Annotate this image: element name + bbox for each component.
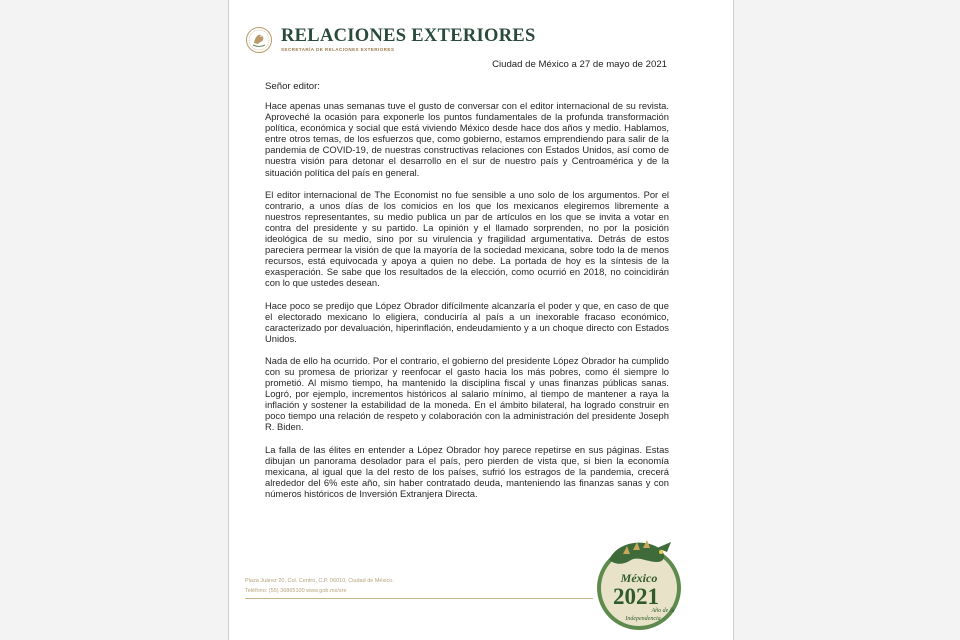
- paragraph: La falla de las élites en entender a López Obrador hoy parece repetirse en sus páginas. Estas dibujan un panorama desolador para el país, pero pierden de vista que, si bien la economía mexicana, al igual que la del resto de los países, sufrió los estragos de la pandemia, crecerá alrededor del 6% este año, sin haber contratado deuda, manteniendo las finanzas sanas y con números históricos de Inversión Extranjera Directa.: [265, 443, 669, 499]
- paragraph: Hace apenas unas semanas tuve el gusto de conversar con el editor internacional de su revista. Aproveché la ocasión para exponerle los puntos fundamentales de la profunda transformación política, económica y social que está viviendo México desde hace dos años y medio. Hablamos, entre otros temas, de los esfuerzos que, como gobierno, estamos emprendiendo para salir de la pandemia de COVID-19, de nuestras constructivas relaciones con Estados Unidos, así como de nuestra visión para detonar el desarrollo en el sur de nuestro país y Centroamérica y de la situación política del país en general.: [265, 100, 669, 178]
- letter-salutation: Señor editor:: [265, 81, 320, 92]
- seal-text-ano: Año de la: [651, 608, 675, 614]
- mexico-2021-seal-icon: [587, 532, 691, 636]
- footer-address: Plaza Juárez 20, Col. Centro, C.P. 06010, Ciudad de México.: [245, 578, 394, 584]
- letter-date: Ciudad de México a 27 de mayo de 2021: [492, 59, 667, 70]
- seal-year: 2021: [613, 584, 659, 609]
- organization-subtitle: SECRETARÍA DE RELACIONES EXTERIORES: [281, 47, 395, 52]
- paragraph: El editor internacional de The Economist no fue sensible a uno solo de los argumentos. Por el contrario, a unos días de los comicios en los que los mexicanos elegiremos libremente a nuestros representantes, su medio publica un par de artículos en los que se invita a votar en contra del presidente y su partido. La opinión y el llamado sorprenden, no por la posición ideológica de su medio, sino por su virulencia y fragilidad argumentativa. Detrás de estos pareciera permear la visión de que la mayoría de la sociedad mexicana, sobre todo la de menos recursos, está equivocada y apoya a quien no debe. La portada de hoy es la síntesis de la exasperación. Se sabe que los resultados de la elección, como ocurrió en 2018, no coincidirán con lo que ustedes desean.: [265, 188, 669, 289]
- background-right-margin: [734, 0, 960, 640]
- letter-page: [228, 0, 734, 640]
- paragraph: Hace poco se predijo que López Obrador difícilmente alcanzaría el poder y que, en caso de que el electorado mexicano lo eligiera, conduciría al país a un inexorable fracaso económico, caracterizado por devaluación, hiperinflación, endeudamiento y a un choque directo con Estados Unidos.: [265, 299, 669, 344]
- coat-of-arms-icon: [245, 26, 273, 54]
- seal-text-independencia: Independencia: [625, 616, 661, 622]
- letter-body: [265, 100, 669, 510]
- paragraph: Nada de ello ha ocurrido. Por el contrario, el gobierno del presidente López Obrador ha cumplido con su promesa de priorizar y reenfocar el gasto hacia los más pobres, como él siempre lo prometió. Al mismo tiempo, ha mantenido la disciplina fiscal y unas finanzas públicas sanas. Logró, por ejemplo, incrementos históricos al salario mínimo, al tiempo de mantener a raya la inflación y sostener la estabilidad de la moneda. En el ámbito bilateral, ha logrado construir en poco tiempo una relación de respeto y colaboración con la administración del presidente Joseph R. Biden.: [265, 354, 669, 433]
- organization-name: RELACIONES EXTERIORES: [281, 26, 536, 46]
- seal-text-mexico: México: [620, 571, 658, 585]
- background-left-margin: [0, 0, 228, 640]
- letter-footer: [245, 576, 394, 596]
- footer-contact: Teléfono: (55) 36865100 www.gob.mx/sre: [245, 588, 347, 594]
- footer-divider: [245, 598, 593, 599]
